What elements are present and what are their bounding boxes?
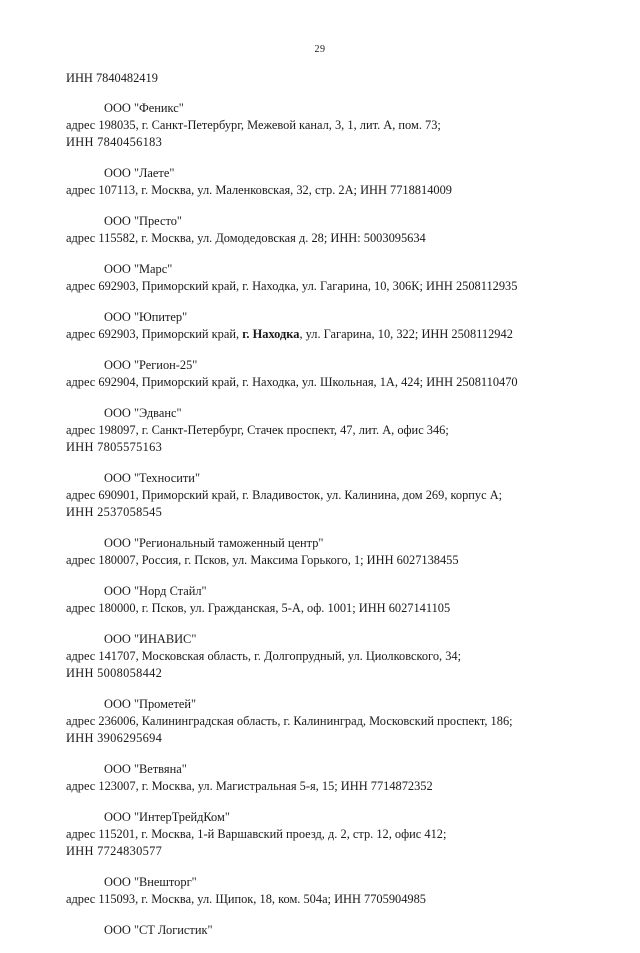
company-address — [66, 326, 606, 343]
company-inn: ИНН 7805575163 — [66, 440, 163, 454]
company-name: ООО "Ветвяна" — [104, 762, 187, 776]
address-part: адрес 692903, Приморский край, — [66, 327, 243, 341]
company-name: ООО "Прометей" — [104, 697, 197, 711]
company-address: адрес 692904, Приморский край, г. Находка, ул. Школьная, 1А, 424; ИНН 2508110470 — [66, 375, 518, 389]
company-address: адрес 690901, Приморский край, г. Владивосток, ул. Калинина, дом 269, корпус А; — [66, 488, 503, 502]
company-name: ООО "Регион-25" — [104, 358, 198, 372]
company-entry — [66, 696, 606, 747]
company-entry — [66, 470, 606, 521]
page-number: 29 — [314, 44, 326, 55]
company-entry — [66, 583, 606, 617]
company-name: ООО "ИнтерТрейдКом" — [104, 810, 230, 824]
company-address: адрес 180000, г. Псков, ул. Гражданская, 5-А, оф. 1001; ИНН 6027141105 — [66, 601, 451, 615]
company-entry — [66, 922, 606, 939]
company-address: адрес 180007, Россия, г. Псков, ул. Максима Горького, 1; ИНН 6027138455 — [66, 553, 459, 567]
company-name: ООО "СТ Логистик" — [104, 923, 213, 937]
company-entry — [66, 261, 606, 295]
company-name: ООО "Норд Стайл" — [104, 584, 207, 598]
lead-inn: ИНН 7840482419 — [66, 71, 158, 85]
company-entry — [66, 874, 606, 908]
company-inn: ИНН 2537058545 — [66, 505, 163, 519]
company-entry — [66, 213, 606, 247]
company-address: адрес 115582, г. Москва, ул. Домодедовская д. 28; ИНН: 5003095634 — [66, 231, 426, 245]
company-entry — [66, 405, 606, 456]
company-name: ООО "Техносити" — [104, 471, 200, 485]
company-name: ООО "Эдванс" — [104, 406, 182, 420]
address-city-bold: г. Находка — [242, 327, 300, 341]
company-address: адрес 141707, Московская область, г. Долгопрудный, ул. Циолковского, 34; — [66, 649, 462, 663]
company-name: ООО "Региональный таможенный центр" — [104, 536, 324, 550]
company-inn: ИНН 7840456183 — [66, 135, 163, 149]
company-inn: ИНН 7724830577 — [66, 844, 163, 858]
company-address: адрес 198035, г. Санкт-Петербург, Межевой канал, 3, 1, лит. А, пом. 73; — [66, 118, 441, 132]
company-list — [66, 70, 606, 953]
company-address: адрес 198097, г. Санкт-Петербург, Стачек проспект, 47, лит. А, офис 346; — [66, 423, 449, 437]
company-address: адрес 123007, г. Москва, ул. Магистральная 5-я, 15; ИНН 7714872352 — [66, 779, 433, 793]
company-entry — [66, 809, 606, 860]
company-address: адрес 236006, Калининградская область, г. Калининград, Московский проспект, 186; — [66, 714, 513, 728]
company-entry — [66, 309, 606, 343]
company-name: ООО "Марс" — [104, 262, 173, 276]
company-entry — [66, 631, 606, 682]
company-entry — [66, 357, 606, 391]
company-entry — [66, 165, 606, 199]
company-address: адрес 115201, г. Москва, 1-й Варшавский проезд, д. 2, стр. 12, офис 412; — [66, 827, 447, 841]
company-name: ООО "Юпитер" — [104, 310, 188, 324]
address-part: , ул. Гагарина, 10, 322; ИНН 2508112942 — [299, 327, 513, 341]
company-address: адрес 692903, Приморский край, г. Находка, ул. Гагарина, 10, 306К; ИНН 2508112935 — [66, 279, 518, 293]
company-address: адрес 115093, г. Москва, ул. Щипок, 18, ком. 504а; ИНН 7705904985 — [66, 892, 426, 906]
company-name: ООО "Феникс" — [104, 101, 184, 115]
company-entry — [66, 100, 606, 151]
company-inn: ИНН 5008058442 — [66, 666, 163, 680]
company-name: ООО "ИНАВИС" — [104, 632, 197, 646]
company-entry — [66, 761, 606, 795]
company-name: ООО "Лаете" — [104, 166, 175, 180]
company-address: адрес 107113, г. Москва, ул. Маленковская, 32, стр. 2А; ИНН 7718814009 — [66, 183, 452, 197]
company-name: ООО "Престо" — [104, 214, 182, 228]
company-name: ООО "Внешторг" — [104, 875, 197, 889]
company-inn: ИНН 3906295694 — [66, 731, 163, 745]
company-entry — [66, 535, 606, 569]
